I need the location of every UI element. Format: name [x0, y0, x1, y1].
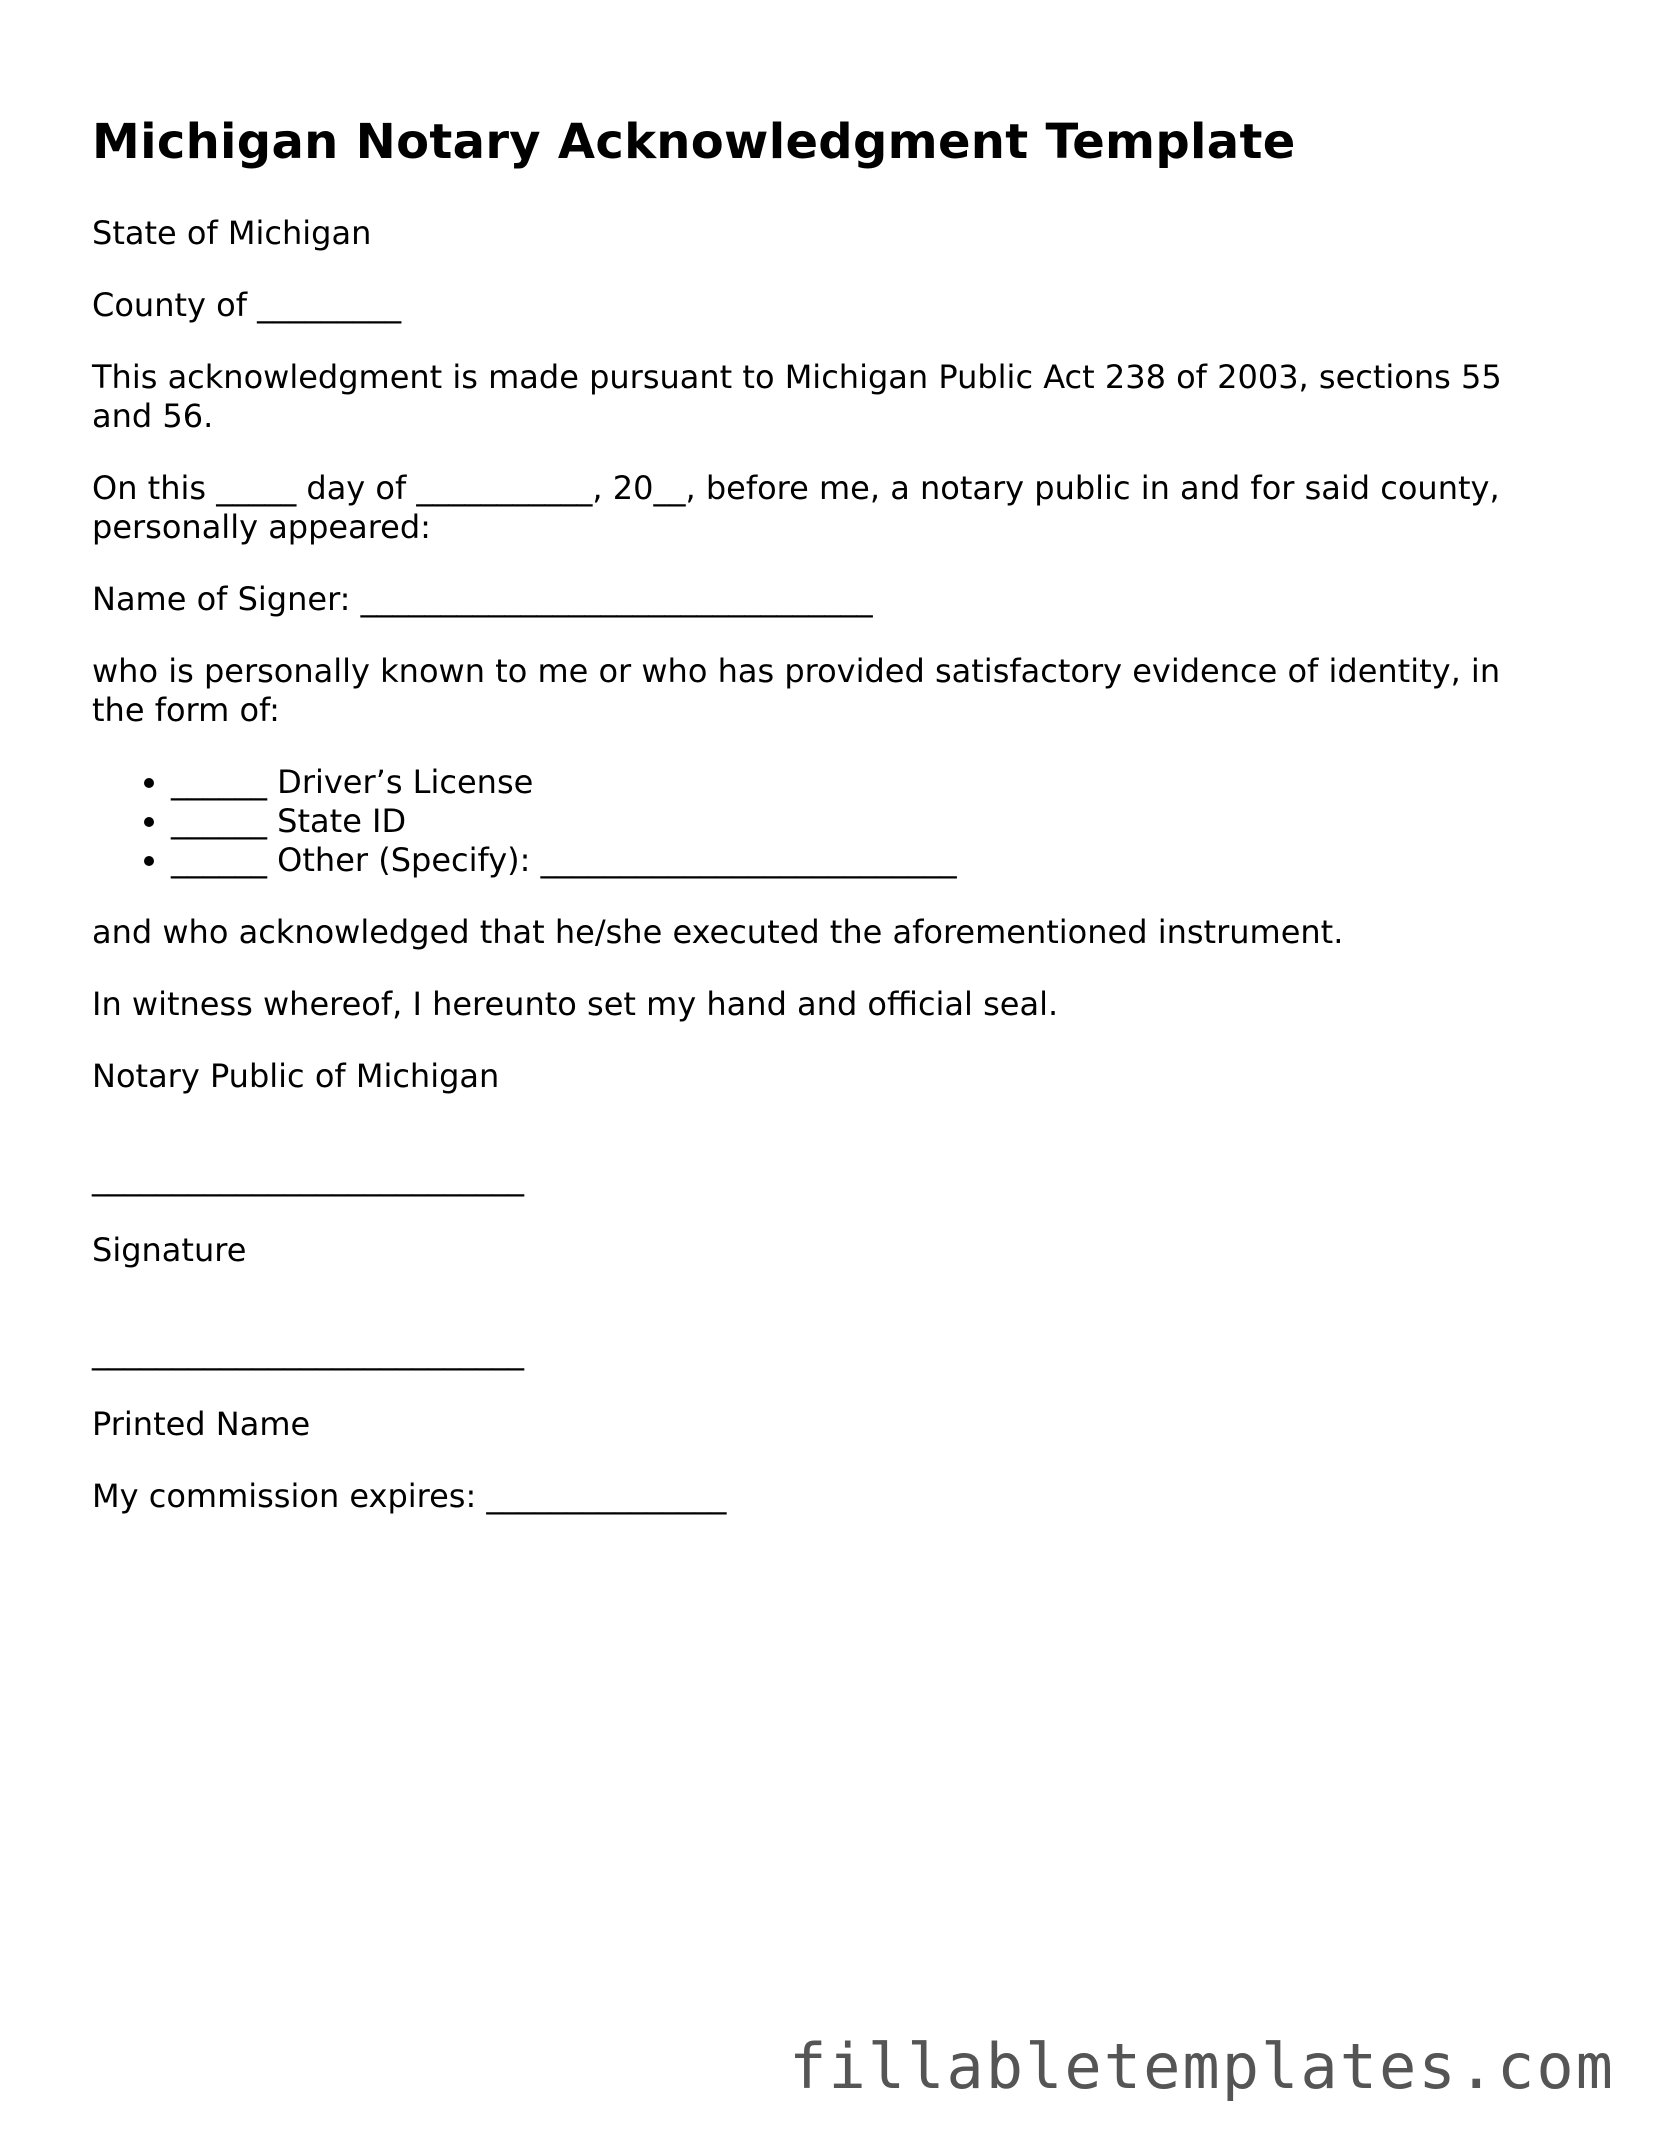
- document-page: [92, 112, 1552, 1549]
- signature-blank: ___________________________: [92, 1159, 524, 1197]
- commission-line: My commission expires: _______________: [92, 1477, 727, 1515]
- executed-paragraph: and who acknowledged that he/she executed the aforementioned instrument.: [92, 913, 1344, 951]
- appearance-paragraph: On this _____ day of ___________, 20__, before me, a notary public in and for said county, personally appeared:: [92, 469, 1500, 546]
- county-line: County of _________: [92, 286, 402, 324]
- state-line: State of Michigan: [92, 214, 372, 252]
- document-title: Michigan Notary Acknowledgment Template: [92, 114, 1296, 170]
- signature-label: Signature: [92, 1231, 247, 1269]
- witness-paragraph: In witness whereof, I hereunto set my hand and official seal.: [92, 985, 1059, 1023]
- signer-name-line: Name of Signer: ________________________________: [92, 580, 873, 618]
- printed-name-label: Printed Name: [92, 1405, 311, 1443]
- identity-paragraph: who is personally known to me or who has provided satisfactory evidence of identity, in the form of:: [92, 652, 1501, 729]
- statute-paragraph: This acknowledgment is made pursuant to Michigan Public Act 238 of 2003, sections 55 and 56.: [92, 358, 1502, 435]
- notary-heading: Notary Public of Michigan: [92, 1057, 500, 1095]
- id-options-list: [92, 763, 1552, 880]
- watermark-text: fillabletemplates.com: [789, 2030, 1615, 2103]
- printed-name-blank: ___________________________: [92, 1333, 524, 1371]
- id-option-state-id: • ______ State ID: [171, 802, 1552, 841]
- id-option-other: • ______ Other (Specify): __________________________: [171, 841, 1552, 880]
- id-option-drivers-license: • ______ Driver’s License: [171, 763, 1552, 802]
